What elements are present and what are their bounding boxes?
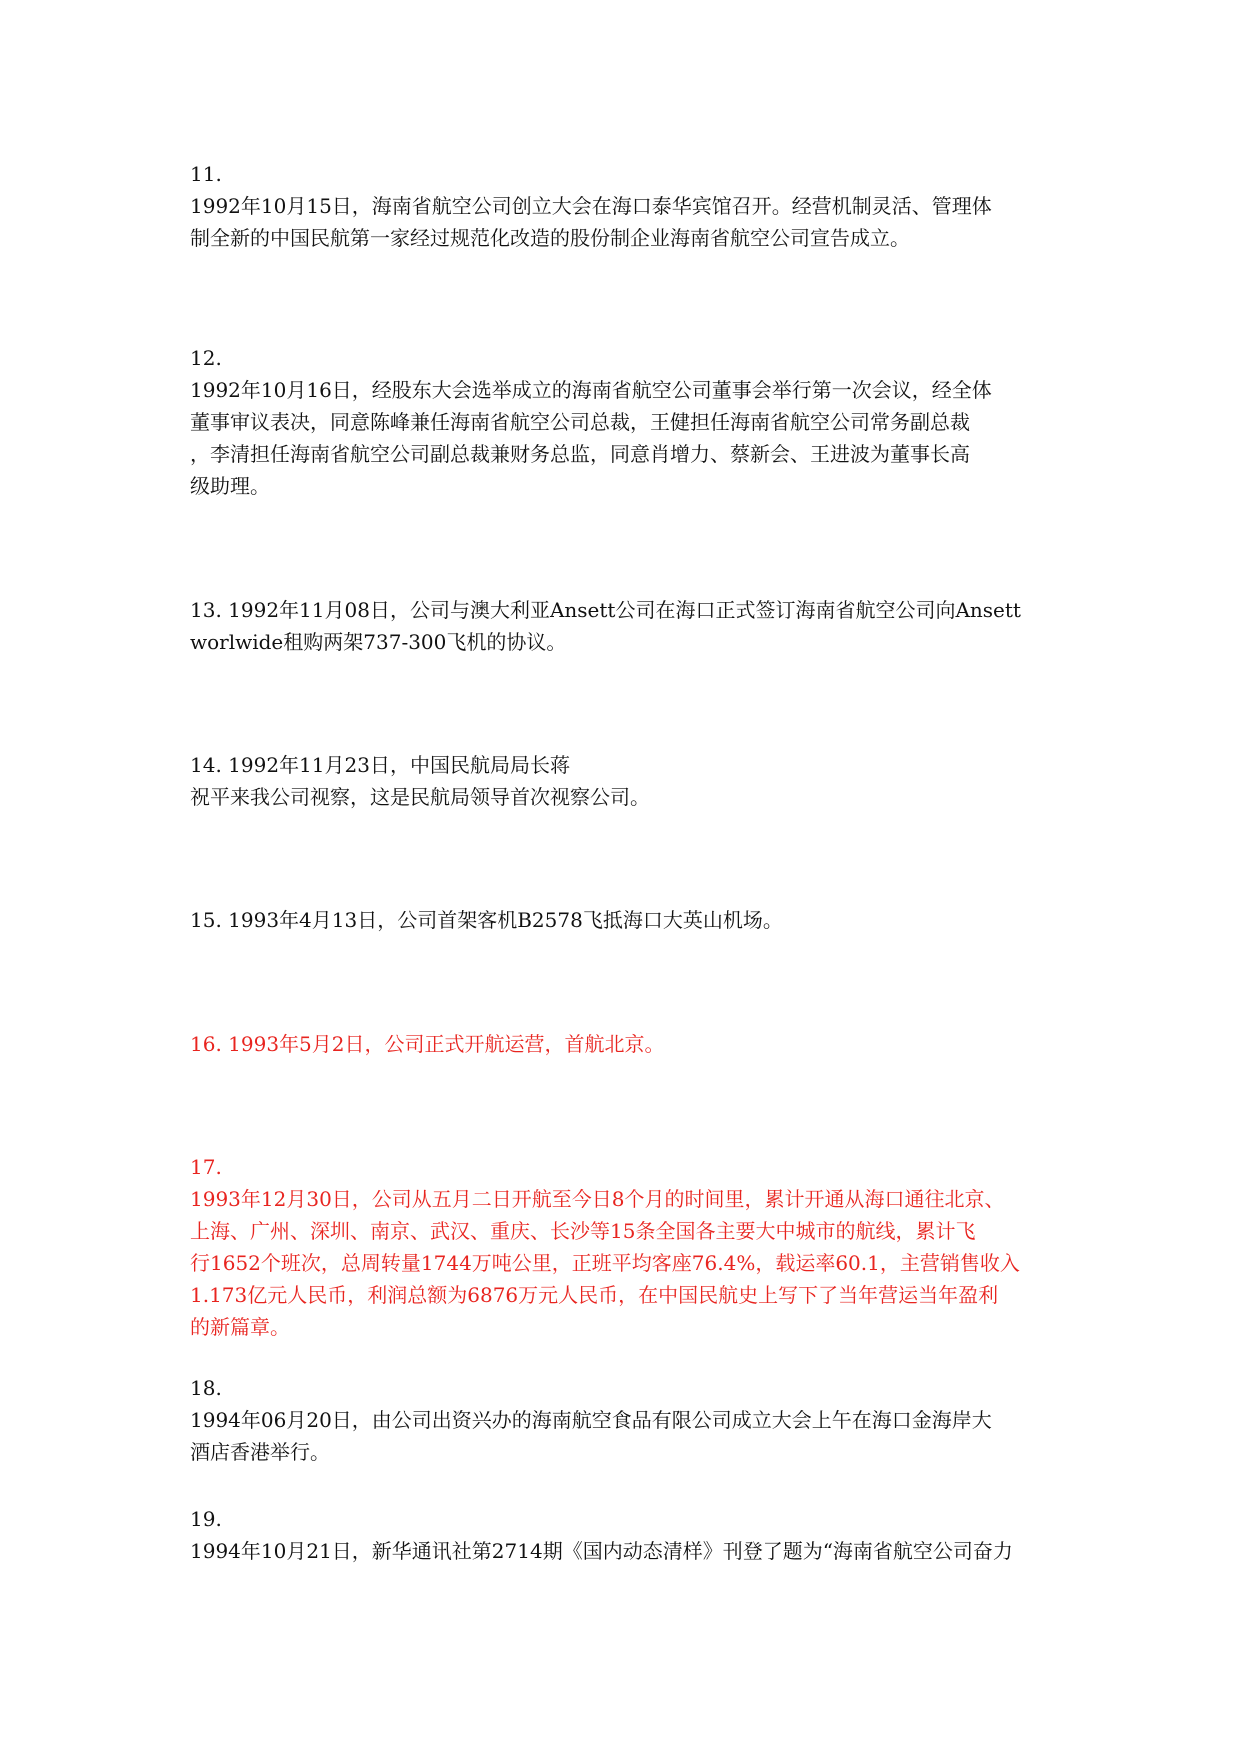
entry-line: 17. [190, 1155, 222, 1179]
entry-line: 1992年10月16日，经股东大会选举成立的海南省航空公司董事会举行第一次会议，经全体 [190, 378, 992, 402]
entry-line: 12. [190, 346, 222, 370]
entry-line: ，李清担任海南省航空公司副总裁兼财务总监，同意肖增力、蔡新会、王进波为董事长高 [190, 442, 970, 466]
entry-line: 11. [190, 162, 222, 186]
entry-15 [190, 904, 1060, 936]
entry-line: 19. [190, 1507, 222, 1531]
entry-line: 14. 1992年11月23日，中国民航局局长蒋 [190, 753, 570, 777]
entry-line: 级助理。 [190, 474, 270, 498]
entry-line: 祝平来我公司视察，这是民航局领导首次视察公司。 [190, 785, 650, 809]
entry-line: 的新篇章。 [190, 1315, 290, 1339]
entry-line: 酒店香港举行。 [190, 1440, 330, 1464]
entry-line: 13. 1992年11月08日，公司与澳大利亚Ansett公司在海口正式签订海南省航空公司向Ansett [190, 598, 1021, 622]
entry-line: 1992年10月15日，海南省航空公司创立大会在海口泰华宾馆召开。经营机制灵活、管理体 [190, 194, 992, 218]
entry-13 [190, 594, 1060, 658]
entry-14 [190, 749, 1060, 813]
entry-line: 行1652个班次，总周转量1744万吨公里，正班平均客座76.4%，载运率60.1，主营销售收入 [190, 1251, 1020, 1275]
entry-line: 16. 1993年5月2日，公司正式开航运营，首航北京。 [190, 1032, 665, 1056]
entry-18 [190, 1372, 1060, 1468]
entry-line: 董事审议表决，同意陈峰兼任海南省航空公司总裁，王健担任海南省航空公司常务副总裁 [190, 410, 970, 434]
entry-line: 1994年10月21日，新华通讯社第2714期《国内动态清样》刊登了题为“海南省航空公司奋力 [190, 1539, 1013, 1563]
entry-19 [190, 1503, 1060, 1567]
entry-line: 1994年06月20日，由公司出资兴办的海南航空食品有限公司成立大会上午在海口金海岸大 [190, 1408, 992, 1432]
entry-line: 1993年12月30日，公司从五月二日开航至今日8个月的时间里，累计开通从海口通往北京、 [190, 1187, 1005, 1211]
entry-line: 18. [190, 1376, 222, 1400]
entry-line: worlwide租购两架737-300飞机的协议。 [190, 630, 567, 654]
entry-16 [190, 1028, 1060, 1060]
entry-12 [190, 342, 1060, 502]
entry-line: 1.173亿元人民币，利润总额为6876万元人民币，在中国民航史上写下了当年营运当年盈利 [190, 1283, 999, 1307]
entry-line: 15. 1993年4月13日，公司首架客机B2578飞抵海口大英山机场。 [190, 908, 783, 932]
entry-17 [190, 1151, 1060, 1343]
entry-line: 制全新的中国民航第一家经过规范化改造的股份制企业海南省航空公司宣告成立。 [190, 226, 910, 250]
entry-line: 上海、广州、深圳、南京、武汉、重庆、长沙等15条全国各主要大中城市的航线，累计飞 [190, 1219, 976, 1243]
entry-11 [190, 158, 1060, 254]
